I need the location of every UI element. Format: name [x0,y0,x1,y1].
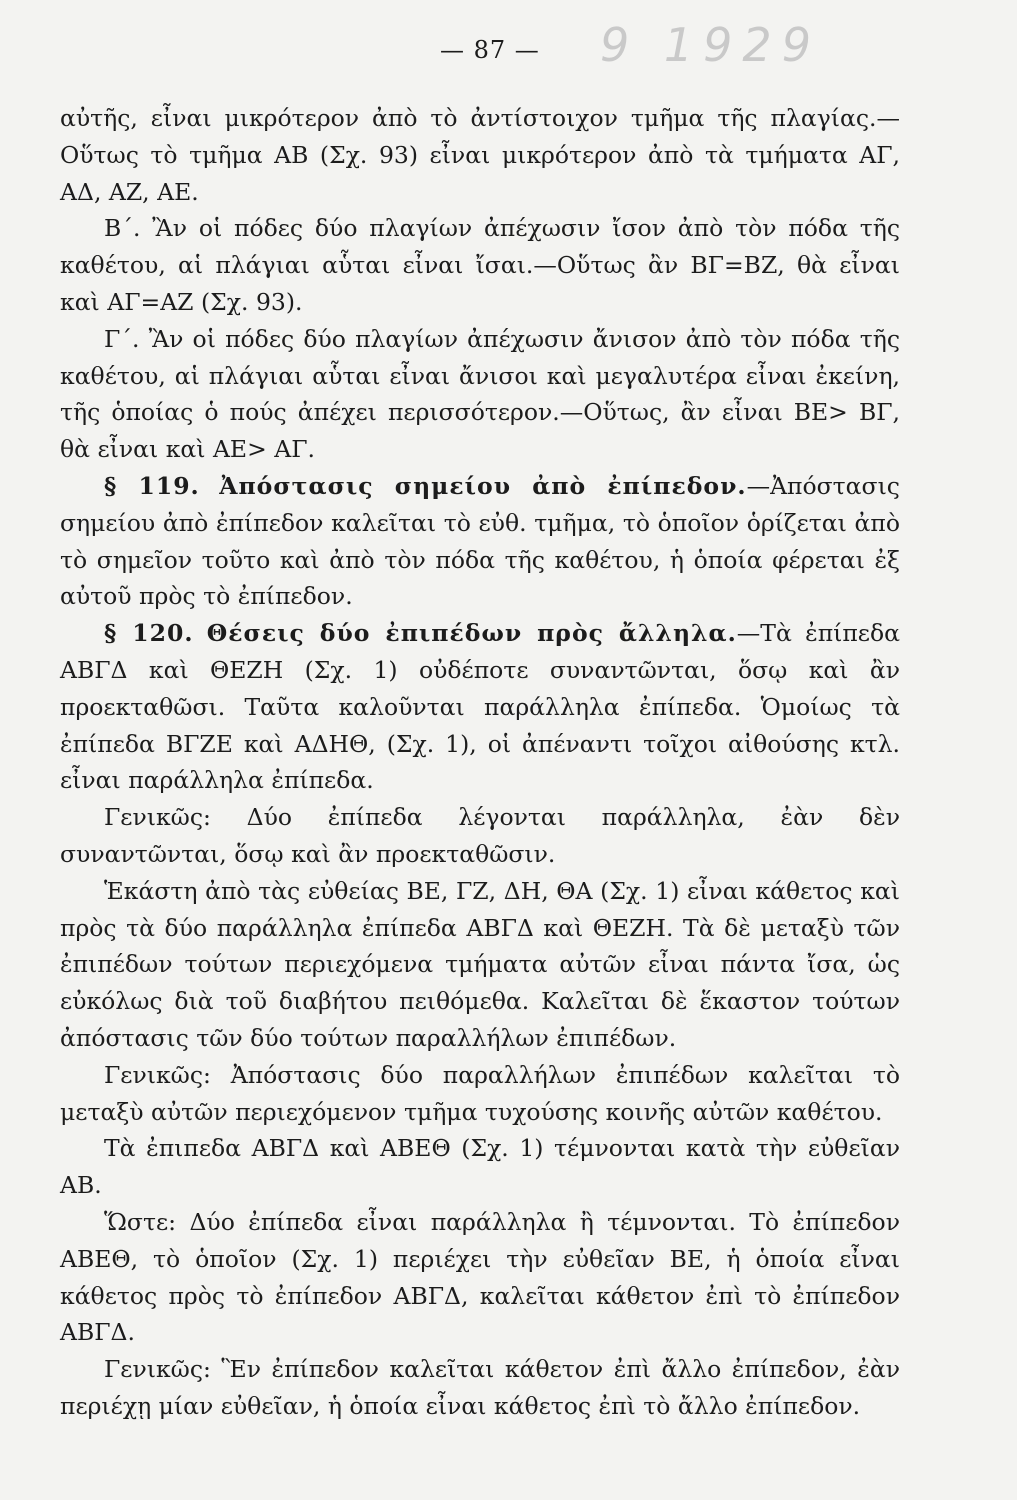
pencil-annotation: 9 1929 [600,18,821,72]
body-text [60,100,900,1425]
paragraph: Ἑκάστη ἀπὸ τὰς εὐθείας ΒΕ, ΓΖ, ΔΗ, ΘΑ (Σχ. 1) εἶναι κάθετος καὶ πρὸς τὰ δύο παράλληλα ἐπίπεδα ΑΒΓΔ καὶ ΘΕΖΗ. Τὰ δὲ μεταξὺ τῶν ἐπιπέδων τούτων περιεχόμενα τμήματα αὐτῶν εἶναι πάντα ἴσα, ὡς εὐκόλως διὰ τοῦ διαβήτου πειθόμεθα. Καλεῖται δὲ ἕκαστον τούτων ἀπόστασις τῶν δύο τούτων παραλλήλων ἐπιπέδων. [60,876,900,1052]
paragraph: αὐτῆς, εἶναι μικρότερον ἀπὸ τὸ ἀντίστοιχον τμῆμα τῆς πλαγίας.— Οὕτως τὸ τμῆμα ΑΒ (Σχ. 93) εἶναι μικρότερον ἀπὸ τὰ τμήματα ΑΓ, ΑΔ, ΑΖ, ΑΕ. [60,104,900,206]
section-120 [60,615,900,799]
section-number: § 119. [104,471,200,500]
paragraph: Ὥστε: Δύο ἐπίπεδα εἶναι παράλληλα ἢ τέμνονται. Τὸ ἐπίπεδον ΑΒΕΘ, τὸ ὁποῖον (Σχ. 1) περιέχει τὴν εὐθεῖαν ΒΕ, ἡ ὁποία εἶναι κάθετος πρὸς τὸ ἐπίπεδον ΑΒΓΔ, καλεῖται κάθετον ἐπὶ τὸ ἐπίπεδον ΑΒΓΔ. [60,1207,900,1347]
section-119 [60,468,900,615]
paragraph: Τὰ ἐπιπεδα ΑΒΓΔ καὶ ΑΒΕΘ (Σχ. 1) τέμνονται κατὰ τὴν εὐθεῖαν ΑΒ. [60,1134,900,1200]
section-number: § 120. [104,619,194,648]
paragraph: Γενικῶς: Ἓν ἐπίπεδον καλεῖται κάθετον ἐπὶ ἄλλο ἐπίπεδον, ἐὰν περιέχῃ μίαν εὐθεῖαν, ἡ ὁποία εἶναι κάθετος ἐπὶ τὸ ἄλλο ἐπίπεδον. [60,1355,900,1420]
section-heading: Θέσεις δύο ἐπιπέδων πρὸς ἄλληλα. [206,619,737,648]
paragraph: Γενικῶς: Ἀπόστασις δύο παραλλήλων ἐπιπέδων καλεῖται τὸ μεταξὺ αὐτῶν περιεχόμενον τμῆμα τυχούσης κοινῆς αὐτῶν καθέτου. [60,1060,900,1126]
section-text: —Ἀπόστασις σημείου ἀπὸ ἐπίπεδον καλεῖται τὸ εὐθ. τμῆμα, τὸ ὁποῖον ὁρίζεται ἀπὸ τὸ σημεῖον τοῦτο καὶ ἀπὸ τὸν πόδα τῆς καθέτου, ἡ ὁποία φέρεται ἐξ αὐτοῦ πρὸς τὸ ἐπίπεδον. [60,471,900,611]
paragraph: Γενικῶς: Δύο ἐπίπεδα λέγονται παράλληλα, ἐὰν δὲν συναντῶνται, ὅσῳ καὶ ἂν προεκταθῶσιν. [60,803,900,868]
paragraph: Β΄. Ἂν οἱ πόδες δύο πλαγίων ἀπέχωσιν ἴσον ἀπὸ τὸν πόδα τῆς καθέτου, αἱ πλάγιαι αὗται εἶναι ἴσαι.—Οὕτως ἂν ΒΓ=ΒΖ, θὰ εἶναι καὶ ΑΓ=ΑΖ (Σχ. 93). [60,214,900,316]
paragraph: Γ΄. Ἂν οἱ πόδες δύο πλαγίων ἀπέχωσιν ἄνισον ἀπὸ τὸν πόδα τῆς καθέτου, αἱ πλάγιαι αὗται εἶναι ἄνισοι καὶ μεγαλυτέρα εἶναι ἐκείνη, τῆς ὁποίας ὁ πούς ἀπέχει περισσότερον.—Οὕτως, ἂν εἶναι ΒΕ> ΒΓ, θὰ εἶναι καὶ ΑΕ> ΑΓ. [60,324,900,464]
page-number: — 87 — [440,36,540,64]
section-heading: Ἀπόστασις σημείου ἀπὸ ἐπίπεδον. [219,471,747,500]
section-text: —Τὰ ἐπίπεδα ΑΒΓΔ καὶ ΘΕΖΗ (Σχ. 1) οὐδέποτε συναντῶνται, ὅσῳ καὶ ἂν προεκταθῶσι. Ταῦτα καλοῦνται παράλληλα ἐπίπεδα. Ὁμοίως τὰ ἐπίπεδα ΒΓΖΕ καὶ ΑΔΗΘ, (Σχ. 1), οἱ ἀπέναντι τοῖχοι αἰθούσης κτλ. εἶναι παράλληλα ἐπίπεδα. [60,619,900,795]
